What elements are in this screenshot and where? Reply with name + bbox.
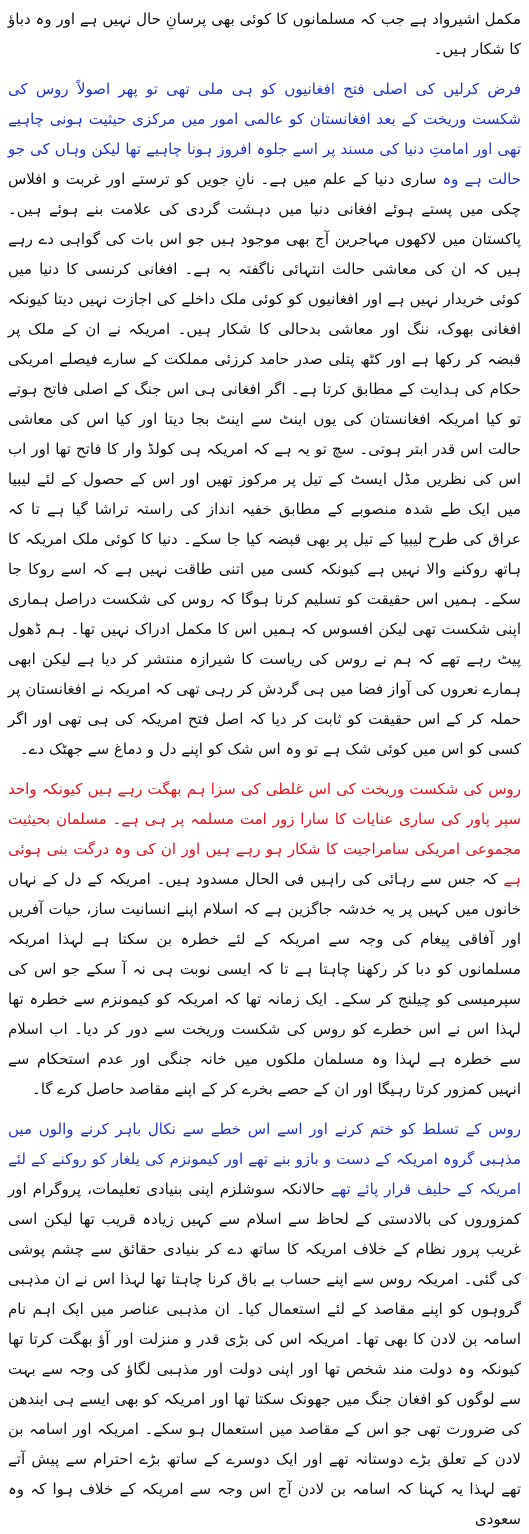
paragraph-intro-tail: مکمل اشیرواد ہے جب کہ مسلمانوں کا کوئی بھی پرسانِ حال نہیں ہے اور وہ دباؤ کا شکار ہیں۔ (8, 10, 521, 58)
paragraph-afghan-victory (8, 74, 521, 764)
blue-highlight-text: روس کے تسلط کو ختم کرنے اور اسے اس خطے سے نکال باہر کرنے والوں میں مذہبی گروہ امریکہ کے دست و بازو بنے تھے اور کیمونزم کی یلغار کو روکنے کے لئے امریکہ کے حلیف قرار پائے تھے (8, 1120, 521, 1198)
paragraph-russia-defeat (8, 774, 521, 1104)
paragraph-body-text: حالانکہ سوشلزم اپنی بنیادی تعلیمات، پروگرام اور کمزوروں کی بالادستی کے لحاظ سے اسلام سے کہیں زیادہ قریب تھا لیکن اسی غریب پرور نظام کے خلاف امریکہ کا ساتھ دے کر بنیادی حقائق سے چشم پوشی کی گئی۔ امریکہ روس سے اپنے حساب بے باق کرنا چاہتا تھا لہذا اس نے ان مذہبی گروہوں کو اپنے مقاصد کے لئے استعمال کیا۔ ان مذہبی عناصر میں ایک اہم نام اسامہ بن لادن کا بھی تھا۔ امریکہ اس کی بڑی قدر و منزلت اور آؤ بھگت کرتا تھا کیونکہ وہ دولت مند شخص تھا اور اپنی دولت اور مذہبی لگاؤ کی وجہ سے بہت سے لوگوں کو افغان جنگ میں جھونک سکتا تھا اور امریکہ کو بھی ایسے ہی ایندھن کی ضرورت تھی جو اس کے مقاصد میں استعمال ہو سکے۔ امریکہ اور اسامہ بن لادن کے تعلق بڑے دوستانہ تھے اور ایک دوسرے کے ساتھ بڑے احترام سے پیش آتے تھے لہذا یہ کہنا کہ اسامہ بن لادن آج اس وجہ سے امریکہ کے خلاف ہوا کہ وہ سعودی (8, 1180, 521, 1528)
red-highlight-text: روس کی شکست وریخت کی اس غلطی کی سزا ہم بھگت رہے ہیں کیونکہ واحد سپر پاور کی ساری عنایات کا سارا زور امت مسلمہ پر ہی ہے۔ مسلمان بحیثیت مجموعی امریکی سامراجیت کا شکار ہو رہے ہیں اور ان کی وہ درگت بنی ہوئی ہے (8, 780, 521, 888)
blue-highlight-text: فرض کرلیں کی اصلی فتح افغانیوں کو ہی ملی تھی تو پھر اصولاً روس کی شکست وریخت کے بعد افغانستان کو عالمی امور میں مرکزی حیثیت ہونی چاہیے تھی اور امامتِ دنیا کی مسند پر اسے جلوہ افروز ہونا چاہیے تھا لیکن وہاں کی جو حالت ہے وہ (8, 80, 521, 188)
paragraph-body-text: کہ جس سے رہائی کی راہیں فی الحال مسدود ہیں۔ امریکہ کے دل کے نہاں خانوں میں کہیں پر یہ خدشہ جاگزین ہے کہ اسلام اپنے انسانیت ساز، حیات آفریں اور آفاقی پیغام کی وجہ سے امریکہ کے لئے خطرہ بن سکتا ہے لہذا امریکہ مسلمانوں کو دبا کر رکھنا چاہتا ہے تا کہ ایسی نوبت ہی نہ آ سکے جو اس کی سپرمیسی کو چیلنج کر سکے۔ ایک زمانہ تھا کہ امریکہ کو کیمونزم سے خطرہ تھا لہذا اس نے اس خطرے کو روس کی شکست وریخت سے دور کر دیا۔ اب اسلام سے خطرہ ہے لہذا وہ مسلمان ملکوں میں خانہ جنگی اور عدم استحکام سے انہیں کمزور کرتا رہیگا اور ان کے حصے بخرے کر کے اپنے مقاصد حاصل کرے گا۔ (8, 870, 521, 1098)
paragraph-body-text: ساری دنیا کے علم میں ہے۔ نانِ جویں کو ترستے اور غربت و افلاس چکی میں پستے ہوئے افغانی دنیا میں دہشت گردی کی علامت بنے ہوئے ہیں۔ پاکستان میں لاکھوں مہاجرین آج بھی موجود ہیں جو اس بات کی گواہی دے رہے ہیں کہ ان کی معاشی حالت انتہائی ناگفتہ بہ ہے۔ افغانی کرنسی کا دنیا میں کوئی خریدار نہیں ہے اور افغانیوں کو کوئی ملک داخلے کی اجازت نہیں دیتا کیونکہ افغانی بھوک، ننگ اور معاشی بدحالی کا شکار ہیں۔ امریکہ نے ان کے ملک پر قبضہ کر رکھا ہے اور کٹھ پتلی صدر حامد کرزئی مملکت کے سارے فیصلے امریکی حکام کی ہدایت کے مطابق کرتا ہے۔ اگر افغانی ہی اس جنگ کے اصلی فاتح ہوتے تو کیا امریکہ افغانستان کی یوں اینٹ سے اینٹ بجا دیتا اور کیا اس کی معاشی حالت اس قدر ابتر ہوتی۔ سچ تو یہ ہے کہ امریکہ ہی کولڈ وار کا فاتح تھا اور اب اس کی نظریں مڈل ایسٹ کے تیل پر مرکوز تھیں اور اس کے حصول کے لئے لیبیا میں ایک طے شدہ منصوبے کے مطابق خفیہ انداز کی راستہ تراشا گیا ہے تا کہ عراق کی طرح لیبیا کے تیل پر بھی قبضہ کیا جا سکے۔ دنیا کا کوئی ملک امریکہ کا ہاتھ روکنے والا نہیں ہے کیونکہ کسی میں اتنی طاقت نہیں ہے کہ اسے روکا جا سکے۔ ہمیں اس حقیقت کو تسلیم کرنا ہوگا کہ روس کی شکست دراصل ہماری اپنی شکست تھی لیکن افسوس کہ ہمیں اس کا مکمل ادراک نہیں تھا۔ ہم ڈھول پیٹ رہے تھے کہ ہم نے روس کی ریاست کا شیرازہ منتشر کر دیا ہے لیکن ابھی ہمارے نعروں کی آواز فضا میں ہی گردش کر رہی تھی کہ امریکہ نے افغانستان پر حملہ کر کے اس حقیقت کو ثابت کر دیا کہ اصل فتح امریکہ کی ہی تھی اور اگر کسی کو اس میں کوئی شک ہے تو وہ اس شک کو اپنے دل و دماغ سے جھٹک دے۔ (8, 170, 521, 758)
paragraph-religious-groups (8, 1114, 521, 1534)
